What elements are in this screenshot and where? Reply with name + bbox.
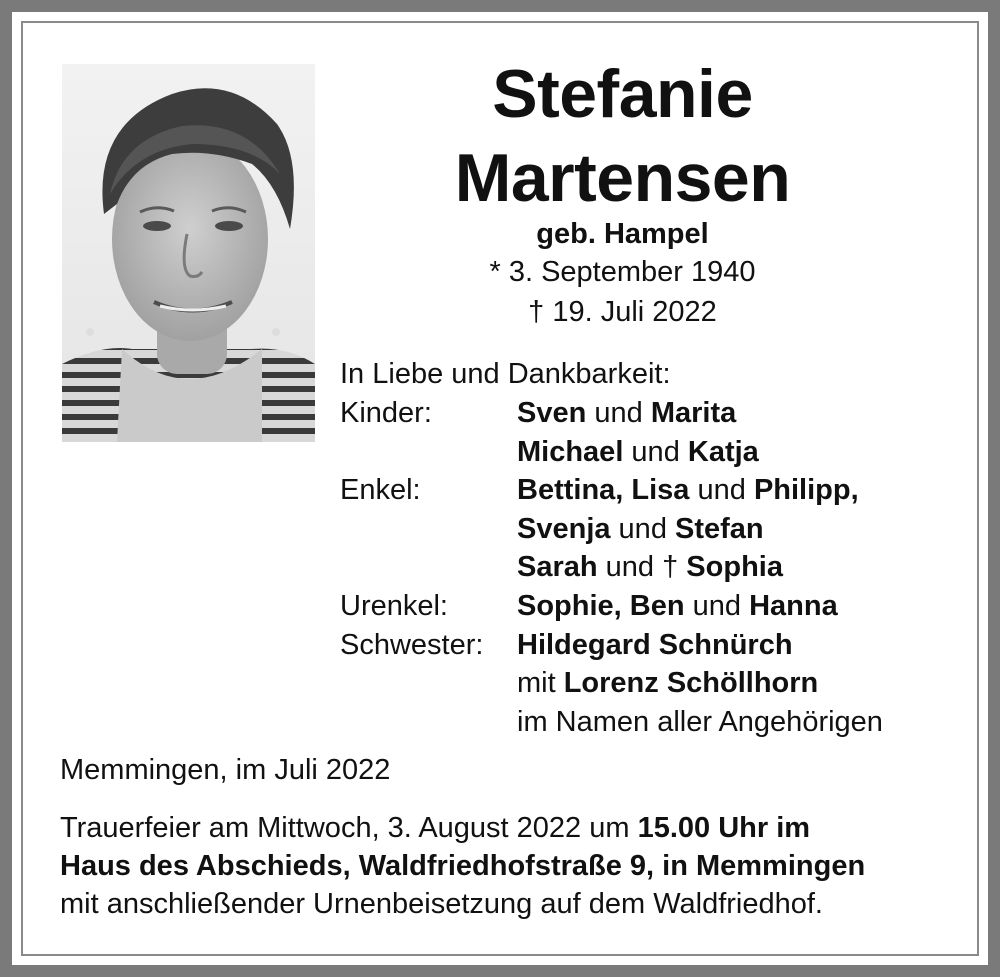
family-row-grandchildren-3: Sarah und † Sophia	[517, 551, 783, 584]
family-row-closing	[340, 703, 883, 742]
relative-name: Svenja	[517, 512, 611, 545]
service-time: 15.00 Uhr im	[637, 812, 811, 844]
role-label: Enkel:	[340, 474, 421, 507]
portrait-photo	[62, 64, 315, 442]
service-info: Trauerfeier am Mittwoch, 3. August 2022 um 15.00 Uhr im Haus des Abschieds, Waldfriedhofstraße 9, in Memmingen mit anschließender Urnenbeisetzung auf dem Waldfriedhof.	[60, 812, 866, 920]
family-row-great-grandchildren: Urenkel: Sophie, Ben und Hanna	[340, 587, 883, 626]
birth-name: geb. Hampel	[536, 218, 709, 250]
relative-name: Hildegard Schnürch	[517, 628, 793, 661]
intro-text: In Liebe und Dankbarkeit:	[340, 358, 671, 390]
role-label: Schwester:	[340, 628, 484, 661]
family-row-grandchildren-2: Svenja und Stefan	[517, 512, 764, 545]
family-row-grandchildren-1: Enkel: Bettina, Lisa und Philipp,	[340, 471, 883, 510]
role-label: Kinder:	[340, 397, 432, 429]
family-row-sister-2: mit Lorenz Schöllhorn	[517, 667, 819, 700]
relative-name: Sven	[517, 397, 587, 429]
family-row-children-1: Kinder: Sven und Marita	[340, 394, 883, 433]
relative-name: Stefan	[675, 512, 764, 545]
relative-name: Sophie, Ben	[517, 589, 685, 622]
birth-date: * 3. September 1940	[489, 256, 756, 288]
relative-name: Philipp,	[753, 474, 859, 507]
relative-name: Marita	[650, 397, 737, 429]
relative-name: Michael	[517, 435, 624, 468]
death-date: † 19. Juli 2022	[528, 296, 717, 328]
relative-name: Bettina, Lisa	[517, 474, 690, 507]
family-row-children-2: Michael und Katja	[517, 435, 759, 468]
relative-name: Hanna	[749, 589, 838, 622]
relative-name: Katja	[687, 435, 759, 468]
burial-note: mit anschließender Urnenbeisetzung auf dem Waldfriedhof.	[60, 888, 823, 920]
relative-name: Lorenz Schöllhorn	[563, 667, 819, 700]
place-and-date: Memmingen, im Juli 2022	[60, 754, 391, 786]
relative-name: Sophia	[686, 551, 783, 584]
relative-name: Sarah	[517, 551, 598, 584]
closing-text: im Namen aller Angehörigen	[517, 705, 883, 738]
family-list	[340, 394, 883, 741]
first-name: Stefanie	[492, 56, 753, 132]
family-row-sister-1	[340, 626, 883, 665]
service-location: Haus des Abschieds, Waldfriedhofstraße 9, in Memmingen	[60, 850, 866, 882]
last-name: Martensen	[454, 140, 791, 216]
deceased-name	[340, 52, 905, 220]
role-label: Urenkel:	[340, 589, 448, 622]
